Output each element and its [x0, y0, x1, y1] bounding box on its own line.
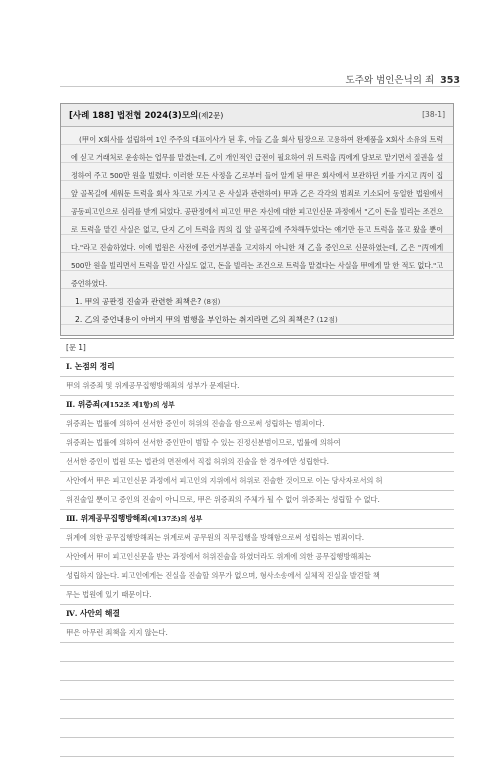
- answer-heading-text: Ⅳ. 사안의 해결: [66, 609, 120, 618]
- answer-heading: [60, 510, 454, 529]
- running-header: [346, 72, 460, 86]
- answer-text-line: 甲의 위증죄 및 위계공무집행방해죄의 성부가 문제된다.: [60, 377, 454, 396]
- running-title: 도주와 범인은닉의 죄: [345, 75, 435, 86]
- case-title-sub: (제2문): [198, 111, 224, 120]
- question-1-text: 1. 甲의 공판정 진술과 관련한 죄책은?: [75, 297, 202, 306]
- answer-area: [60, 338, 454, 757]
- question-1-points: (8점): [203, 298, 221, 306]
- answer-heading-text: Ⅱ. 위증죄: [66, 400, 100, 409]
- answer-blank-line: [60, 662, 454, 681]
- case-body: [61, 127, 453, 335]
- case-title: [69, 109, 223, 121]
- answer-text-line: 甲은 아무런 죄책을 지지 않는다.: [60, 624, 454, 643]
- case-title-main: [사례 188] 법전협 2024(3)모의: [69, 111, 199, 121]
- page-header: [0, 0, 500, 90]
- case-box: [60, 103, 454, 336]
- answer-blank-line: [60, 643, 454, 662]
- answer-heading-text: Ⅲ. 위계공무집행방해죄: [66, 514, 148, 523]
- answer-text-line: 사안에서 甲이 피고인신문을 받는 과정에서 허위진술을 하였더라도 위계에 의한 공무집행방해죄는: [60, 548, 454, 567]
- answer-text-line: 무는 법원에 있기 때문이다.: [60, 586, 454, 605]
- answer-text-line: 사안에서 甲은 피고인신문 과정에서 피고인의 지위에서 허위로 진술한 것이므로 이는 당사자로서의 허: [60, 472, 454, 491]
- answer-blank-line: [60, 681, 454, 700]
- question-2-text: 2. 乙의 증언내용이 아버지 甲의 범행을 부인하는 취지라면 乙의 죄책은?: [75, 315, 315, 324]
- answer-text-line: 위진술일 뿐이고 증인의 진술이 아니므로, 甲은 위증죄의 주체가 될 수 없어 위증죄는 성립할 수 없다.: [60, 491, 454, 510]
- answer-blank-line: [60, 719, 454, 738]
- answer-heading: [60, 396, 454, 415]
- answer-text-line: 위증죄는 법률에 의하여 선서한 증인만이 범할 수 있는 진정신분범이므로, 법률에 의하여: [60, 434, 454, 453]
- question-2: [71, 311, 443, 329]
- header-divider: [60, 86, 460, 87]
- answer-text-line: 위계에 의한 공무집행방해죄는 위계로써 공무원의 직무집행을 방해함으로써 성립하는 범죄이다.: [60, 529, 454, 548]
- answer-label: [문 1]: [60, 339, 454, 358]
- case-header: [61, 104, 453, 127]
- answer-heading: [60, 358, 454, 377]
- question-2-points: (12점): [316, 316, 338, 324]
- answer-heading-text: Ⅰ. 논점의 정리: [66, 362, 115, 371]
- answer-heading: [60, 605, 454, 624]
- answer-text-line: 성립하지 않는다. 피고인에게는 진실을 진술할 의무가 없으며, 형사소송에서 실체적 진실을 발견할 책: [60, 567, 454, 586]
- answer-heading-article: (제137조)의 성부: [147, 515, 203, 523]
- answer-blank-line: [60, 700, 454, 719]
- answer-text-line: 선서한 증인이 법원 또는 법관의 면전에서 직접 허위의 진술을 한 경우에만 성립한다.: [60, 453, 454, 472]
- answer-text-line: 위증죄는 법률에 의하여 선서한 증인이 허위의 진술을 함으로써 성립하는 범죄이다.: [60, 415, 454, 434]
- question-1: [71, 293, 443, 311]
- answer-blank-line: [60, 738, 454, 757]
- answer-heading-article: (제152조 제1항)의 성부: [100, 401, 175, 409]
- case-facts: (甲이 X회사를 설립하여 1인 주주의 대표이사가 된 후, 아들 乙을 회사 팀장으로 고용하여 완제품을 X회사 소유의 트럭에 싣고 거래처로 운송하는 업무를 맡겼는데, 乙이 개인적인 급전이 필요하여 위 트럭을 丙에게 담보로 맡기면서 질권을 설정하여 주고 500만 원을 빌렸다. 이러한 모든 사정을 乙로부터 들어 알게 된 甲은 회사에서 보관하던 키를 가지고 丙이 집 앞 골목길에 세워둔 트럭을 회사 차고로 가지고 온 사실과 관련하여) 甲과 乙은 각각의 범죄로 기소되어 동일한 법원에서 공동피고인으로 심리를 받게 되었다. 공판정에서 피고인 甲은 자신에 대한 피고인신문 과정에서 "乙이 돈을 빌리는 조건으로 트럭을 맡긴 사실은 없고, 단지 乙이 트럭을 丙의 집 앞 골목길에 주차해두었다는 얘기만 듣고 트럭을 몰고 왔을 뿐이다."라고 진술하였다. 이에 법원은 사전에 증언거부권을 고지하지 아니한 채 乙을 증인으로 신문하였는데, 乙은 "丙에게 500만 원을 빌리면서 트럭을 맡긴 사실도 없고, 돈을 빌리는 조건으로 트럭을 맡겼다는 사실을 甲에게 말 한 적도 없다."고 증언하였다.: [71, 135, 443, 288]
- case-code: [38-1]: [422, 110, 445, 119]
- page-number: 353: [440, 75, 460, 86]
